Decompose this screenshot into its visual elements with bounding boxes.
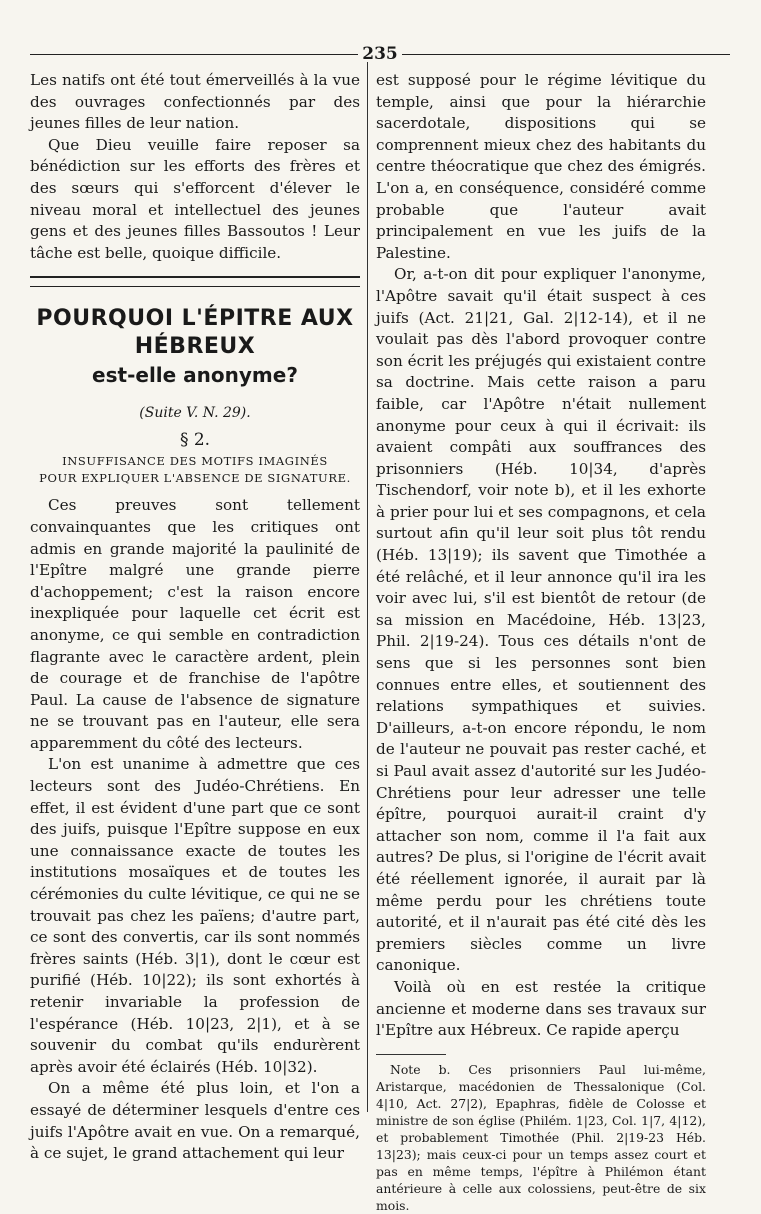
intro-paragraph: Que Dieu veuille faire reposer sa bénédiction sur les efforts des frères et des sœurs qui s'efforcent d'élever le niveau moral et intellectuel des jeunes gens et des jeunes filles Bassoutos ! Leur tâche est belle, quoique difficile. <box>30 135 360 262</box>
column-divider <box>367 62 368 1112</box>
page-header <box>30 44 730 64</box>
section-separator <box>30 276 360 278</box>
footnotes <box>376 1054 706 1214</box>
body-paragraph: Or, a-t-on dit pour expliquer l'anonyme, l'Apôtre savait qu'il était suspect à ces juifs (Act. 21|21, Gal. 2|12-14), et il ne voulait pas dès l'abord provoquer contre son écrit les préjugés qui existaient contre sa doctrine. Mais cette raison a paru faible, car l'Apôtre n'était nullement anonyme pour ceux à qui il écrivait: ils avaient compâti aux souffrances des prisonniers (Héb. 10|34, d'après Tischendorf, voir note b), et il les exhorte à prier pour lui et ses compagnons, et cela surtout afin qu'il leur soit plus tôt rendu (Héb. 13|19); ils savent que Timothée a été relâché, et il leur annonce qu'il ira les voir avec lui, s'il est bientôt de retour (de sa mission en Macédoine, Héb. 13|23, Phil. 2|19-24). Tous ces détails n'ont de sens que si les personnes sont bien connues entre elles, et soutiennent des relations sympathiques et suivies. D'ailleurs, a-t-on encore répondu, le nom de l'auteur ne pouvait pas rester caché, et si Paul avait assez d'autorité sur les Judéo-Chrétiens pour leur adresser une telle épître, pourquoi aurait-il craint d'y attacher son nom, comme il l'a fait aux autres? De plus, si l'origine de l'écrit avait été réellement ignorée, il aurait par là même perdu pour les chrétiens toute autorité, et il n'aurait pas été cité dès les premiers siècles comme un livre canonique. <box>376 265 706 975</box>
right-column <box>376 70 706 1214</box>
footnote: Note b. Ces prisonniers Paul lui-même, Aristarque, macédonien de Thessalonique (Col. 4|10, Act. 27|2), Epaphras, fidèle de Colosse et ministre de son église (Philém. 1|23, Col. 1|7, 4|12), et probablement Timothée (Phil. 2|19-23 Héb. 13|23); mais ceux-ci pour un temps assez court et pas en même temps, l'épître à Philémon étant antérieure à celle aux colossiens, peut-être de six mois. <box>376 1061 706 1213</box>
intro-paragraph: Les natifs ont été tout émerveillés à la vue des ouvrages confectionnés par des jeunes filles de leur nation. <box>30 71 360 133</box>
body-paragraph: Voilà où en est restée la critique ancienne et moderne dans ses travaux sur l'Epître aux Hébreux. Ce rapide aperçu <box>376 977 706 1040</box>
article-subtitle: est-elle anonyme? <box>92 363 298 388</box>
header-rule-left <box>30 54 358 55</box>
article-title: POURQUOI L'ÉPITRE AUX HÉBREUX <box>36 306 354 360</box>
section-heading-line: INSUFFISANCE DES MOTIFS IMAGINÉS <box>62 454 328 469</box>
left-column <box>30 70 360 1165</box>
page-number: 235 <box>362 43 398 64</box>
body-paragraph: On a même été plus loin, et l'on a essayé de déterminer lesquels d'entre ces juifs l'Apôtre avait en vue. On a remarqué, à ce sujet, le grand attachement qui leur <box>30 1079 360 1163</box>
section-number: § 2. <box>179 430 211 451</box>
section-heading-line: POUR EXPLIQUER L'ABSENCE DE SIGNATURE. <box>39 471 351 486</box>
body-paragraph: Ces preuves sont tellement convainquantes que les critiques ont admis en grande majorité la paulinité de l'Epître malgré une grande pierre d'achoppement; c'est la raison encore inexpliquée pour laquelle cet écrit est anonyme, ce qui semble en contradiction flagrante avec le caractère ardent, plein de courage et de franchise de l'apôtre Paul. La cause de l'absence de signature ne se trouvant pas en l'auteur, elle sera apparemment du côté des lecteurs. <box>30 496 360 752</box>
section-separator-thin <box>30 286 360 287</box>
footnote-rule <box>376 1054 446 1055</box>
body-paragraph: L'on est unanime à admettre que ces lecteurs sont des Judéo-Chrétiens. En effet, il est évident d'une part que ce sont des juifs, puisque l'Epître suppose en eux une connaissance exacte de toutes les institutions mosaïques et de toutes les cérémonies du culte lévitique, ce qui ne se trouvait pas chez les païens; d'autre part, ce sont des convertis, car ils sont nommés frères saints (Héb. 3|1), dont le cœur est purifié (Héb. 10|22); ils sont exhortés à retenir invariable la profession de l'espérance (Héb. 10|23, 2|1), et à se souvenir du combat qu'ils endurèrent après avoir été éclairés (Héb. 10|32). <box>30 755 360 1076</box>
body-paragraph: est supposé pour le régime lévitique du temple, ainsi que pour la hiérarchie sacerdotale, dispositions qui se comprennent mieux chez des habitants du centre théocratique que chez des émigrés. L'on a, en conséquence, considéré comme probable que l'auteur avait principalement en vue les juifs de la Palestine. <box>376 71 706 262</box>
section-heading <box>30 453 360 487</box>
continuation-note: (Suite V. N. 29). <box>139 405 251 422</box>
header-rule-right <box>402 54 730 55</box>
